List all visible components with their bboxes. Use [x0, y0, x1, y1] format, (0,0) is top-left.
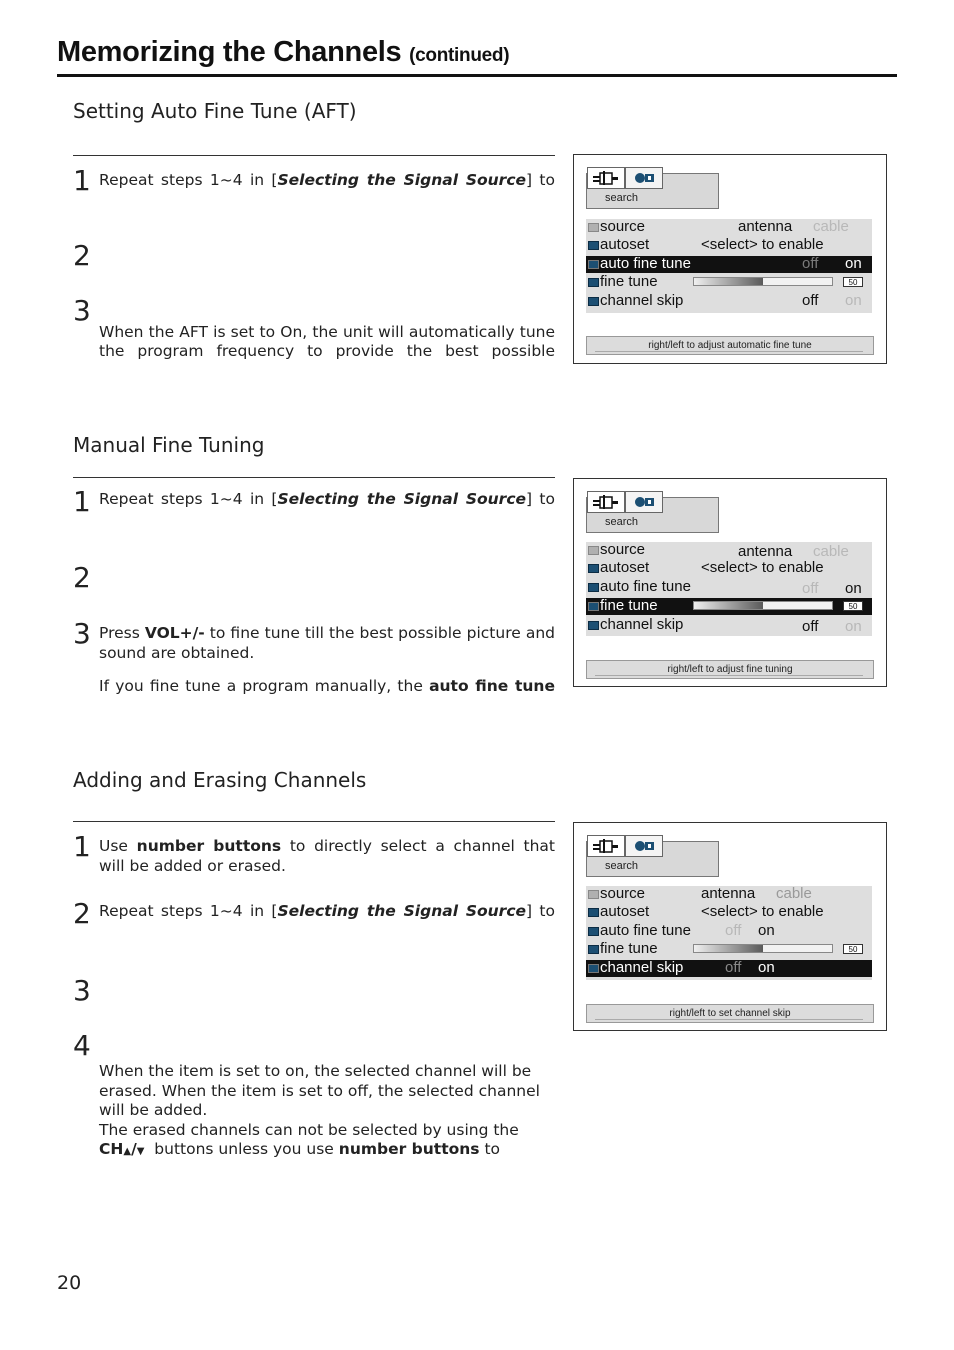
fine-tune-value: 50 — [843, 944, 863, 954]
osd-help-bar: right/left to adjust automatic fine tune — [586, 336, 874, 355]
globe-icon — [625, 491, 663, 513]
setup-icon — [587, 167, 625, 189]
osd-help-bar: right/left to set channel skip — [586, 1004, 874, 1023]
menu-item-icon — [588, 908, 599, 917]
menu-item-icon — [588, 621, 599, 630]
osd-value: off — [802, 255, 819, 272]
step-line: The erased channels can not be selected by using the — [99, 1120, 519, 1139]
globe-icon — [625, 835, 663, 857]
fine-tune-slider — [693, 277, 833, 286]
osd-row-channel-skip — [586, 617, 872, 634]
step-text: When the AFT is set to On, the unit will automatically tune — [99, 323, 555, 341]
osd-tab-bar — [586, 497, 719, 533]
step-number: 2 — [73, 897, 91, 930]
menu-item-icon — [588, 602, 599, 611]
osd-row-label: fine tune — [600, 273, 658, 290]
osd-row-label: autoset — [600, 559, 650, 576]
osd-row-autoset — [586, 904, 872, 921]
osd-row-label: channel skip — [600, 616, 684, 633]
step-number: 3 — [73, 617, 91, 650]
step-number: 4 — [73, 1029, 91, 1062]
osd-screenshot-channel-skip — [573, 822, 887, 1031]
osd-row-label: channel skip — [600, 292, 684, 309]
page-number: 20 — [57, 1272, 82, 1294]
osd-row-auto-fine-tune — [586, 579, 872, 596]
osd-value: <select> to enable — [701, 903, 824, 920]
osd-menu — [586, 542, 872, 636]
osd-tab-label: search — [605, 192, 639, 204]
menu-item-icon — [588, 564, 599, 573]
osd-row-label: auto fine tune — [600, 255, 691, 272]
step-number: 2 — [73, 239, 91, 272]
osd-screenshot-manual — [573, 478, 887, 687]
osd-row-label: source — [600, 541, 646, 558]
title-rule — [57, 74, 897, 77]
triangle-up-icon: ▲ — [123, 1146, 132, 1157]
section-rule — [73, 821, 555, 822]
osd-row-label: autoset — [600, 236, 650, 253]
osd-value: antenna — [738, 543, 793, 560]
step-note: If you fine tune a program manually, the auto fine tune — [99, 677, 555, 695]
step-text: Repeat steps 1~4 in [Selecting the Signal Source] to — [99, 490, 555, 508]
step-number: 3 — [73, 294, 91, 327]
source-icon — [588, 546, 599, 555]
fine-tune-value: 50 — [843, 601, 863, 611]
menu-item-icon — [588, 964, 599, 973]
osd-value: on — [845, 618, 862, 635]
page-subtitle: (continued) — [409, 45, 510, 66]
globe-icon — [625, 167, 663, 189]
osd-row-auto-fine-tune — [586, 256, 872, 273]
osd-row-channel-skip — [586, 293, 872, 310]
osd-value: on — [845, 255, 862, 272]
fine-tune-value: 50 — [843, 277, 863, 287]
osd-menu — [586, 219, 872, 313]
osd-row-fine-tune — [586, 598, 872, 615]
osd-value: off — [802, 292, 819, 309]
step-number: 3 — [73, 974, 91, 1007]
step-number: 1 — [73, 485, 91, 518]
osd-value: off — [802, 618, 819, 635]
source-icon — [588, 890, 599, 899]
osd-value: on — [845, 292, 862, 309]
page-title: Memorizing the Channels (continued) — [57, 36, 510, 68]
section-rule — [73, 155, 555, 156]
osd-row-label: source — [600, 218, 646, 235]
osd-menu — [586, 886, 872, 980]
step-text: the program frequency to provide the best possible — [99, 342, 555, 360]
section-heading-channels: Adding and Erasing Channels — [73, 768, 367, 792]
setup-icon — [587, 835, 625, 857]
osd-value: antenna — [701, 885, 756, 902]
osd-tab-bar — [586, 173, 719, 209]
osd-value: cable — [813, 543, 849, 560]
osd-value: <select> to enable — [701, 559, 824, 576]
menu-item-icon — [588, 241, 599, 250]
menu-item-icon — [588, 945, 599, 954]
step-line: CH▲/▼ buttons unless you use number buttons to — [99, 1140, 501, 1158]
step-text — [99, 1062, 555, 1162]
osd-value: antenna — [738, 218, 793, 235]
osd-value: on — [758, 922, 775, 939]
step-text: Repeat steps 1~4 in [Selecting the Signal Source] to — [99, 902, 555, 920]
osd-value: cable — [813, 218, 849, 235]
step-number: 1 — [73, 830, 91, 863]
triangle-down-icon: ▼ — [136, 1146, 145, 1157]
osd-row-label: source — [600, 885, 646, 902]
osd-row-label: auto fine tune — [600, 578, 691, 595]
step-line: When the item is set to on, the selected channel will be erased. When the item is set to off, the selected channel will be added. — [99, 1062, 540, 1119]
osd-row-label: fine tune — [600, 597, 658, 614]
osd-row-autoset — [586, 560, 872, 577]
setup-icon — [587, 491, 625, 513]
osd-value: on — [845, 580, 862, 597]
osd-row-label: fine tune — [600, 940, 658, 957]
osd-row-label: channel skip — [600, 959, 684, 976]
osd-row-channel-skip — [586, 960, 872, 977]
section-heading-manual: Manual Fine Tuning — [73, 433, 265, 457]
step-number: 1 — [73, 164, 91, 197]
osd-row-fine-tune — [586, 274, 872, 291]
osd-value: cable — [776, 885, 812, 902]
fine-tune-slider — [693, 601, 833, 610]
osd-value: off — [802, 580, 819, 597]
osd-value: off — [725, 922, 742, 939]
osd-row-source — [586, 886, 872, 903]
osd-row-autoset — [586, 237, 872, 254]
step-number: 2 — [73, 561, 91, 594]
osd-help-bar: right/left to adjust fine tuning — [586, 660, 874, 679]
step-text: Repeat steps 1~4 in [Selecting the Signal Source] to — [99, 171, 555, 189]
osd-value: on — [758, 959, 775, 976]
osd-row-source — [586, 542, 872, 559]
menu-item-icon — [588, 927, 599, 936]
osd-row-label: autoset — [600, 903, 650, 920]
section-heading-aft: Setting Auto Fine Tune (AFT) — [73, 99, 357, 123]
step-text: Press VOL+/- to fine tune till the best possible picture and sound are obtained. — [99, 624, 555, 662]
menu-item-icon — [588, 297, 599, 306]
osd-value: off — [725, 959, 742, 976]
step-text: Use number buttons to directly select a channel that will be added or erased. — [99, 837, 556, 875]
section-rule — [73, 477, 555, 478]
menu-item-icon — [588, 278, 599, 287]
osd-row-label: auto fine tune — [600, 922, 691, 939]
osd-tab-label: search — [605, 860, 639, 872]
osd-tab-bar — [586, 841, 719, 877]
osd-screenshot-aft — [573, 154, 887, 364]
source-icon — [588, 223, 599, 232]
fine-tune-slider — [693, 944, 833, 953]
menu-item-icon — [588, 260, 599, 269]
osd-row-auto-fine-tune — [586, 923, 872, 940]
osd-row-fine-tune — [586, 941, 872, 958]
osd-value: <select> to enable — [701, 236, 824, 253]
osd-row-source — [586, 219, 872, 236]
menu-item-icon — [588, 583, 599, 592]
osd-tab-label: search — [605, 516, 639, 528]
